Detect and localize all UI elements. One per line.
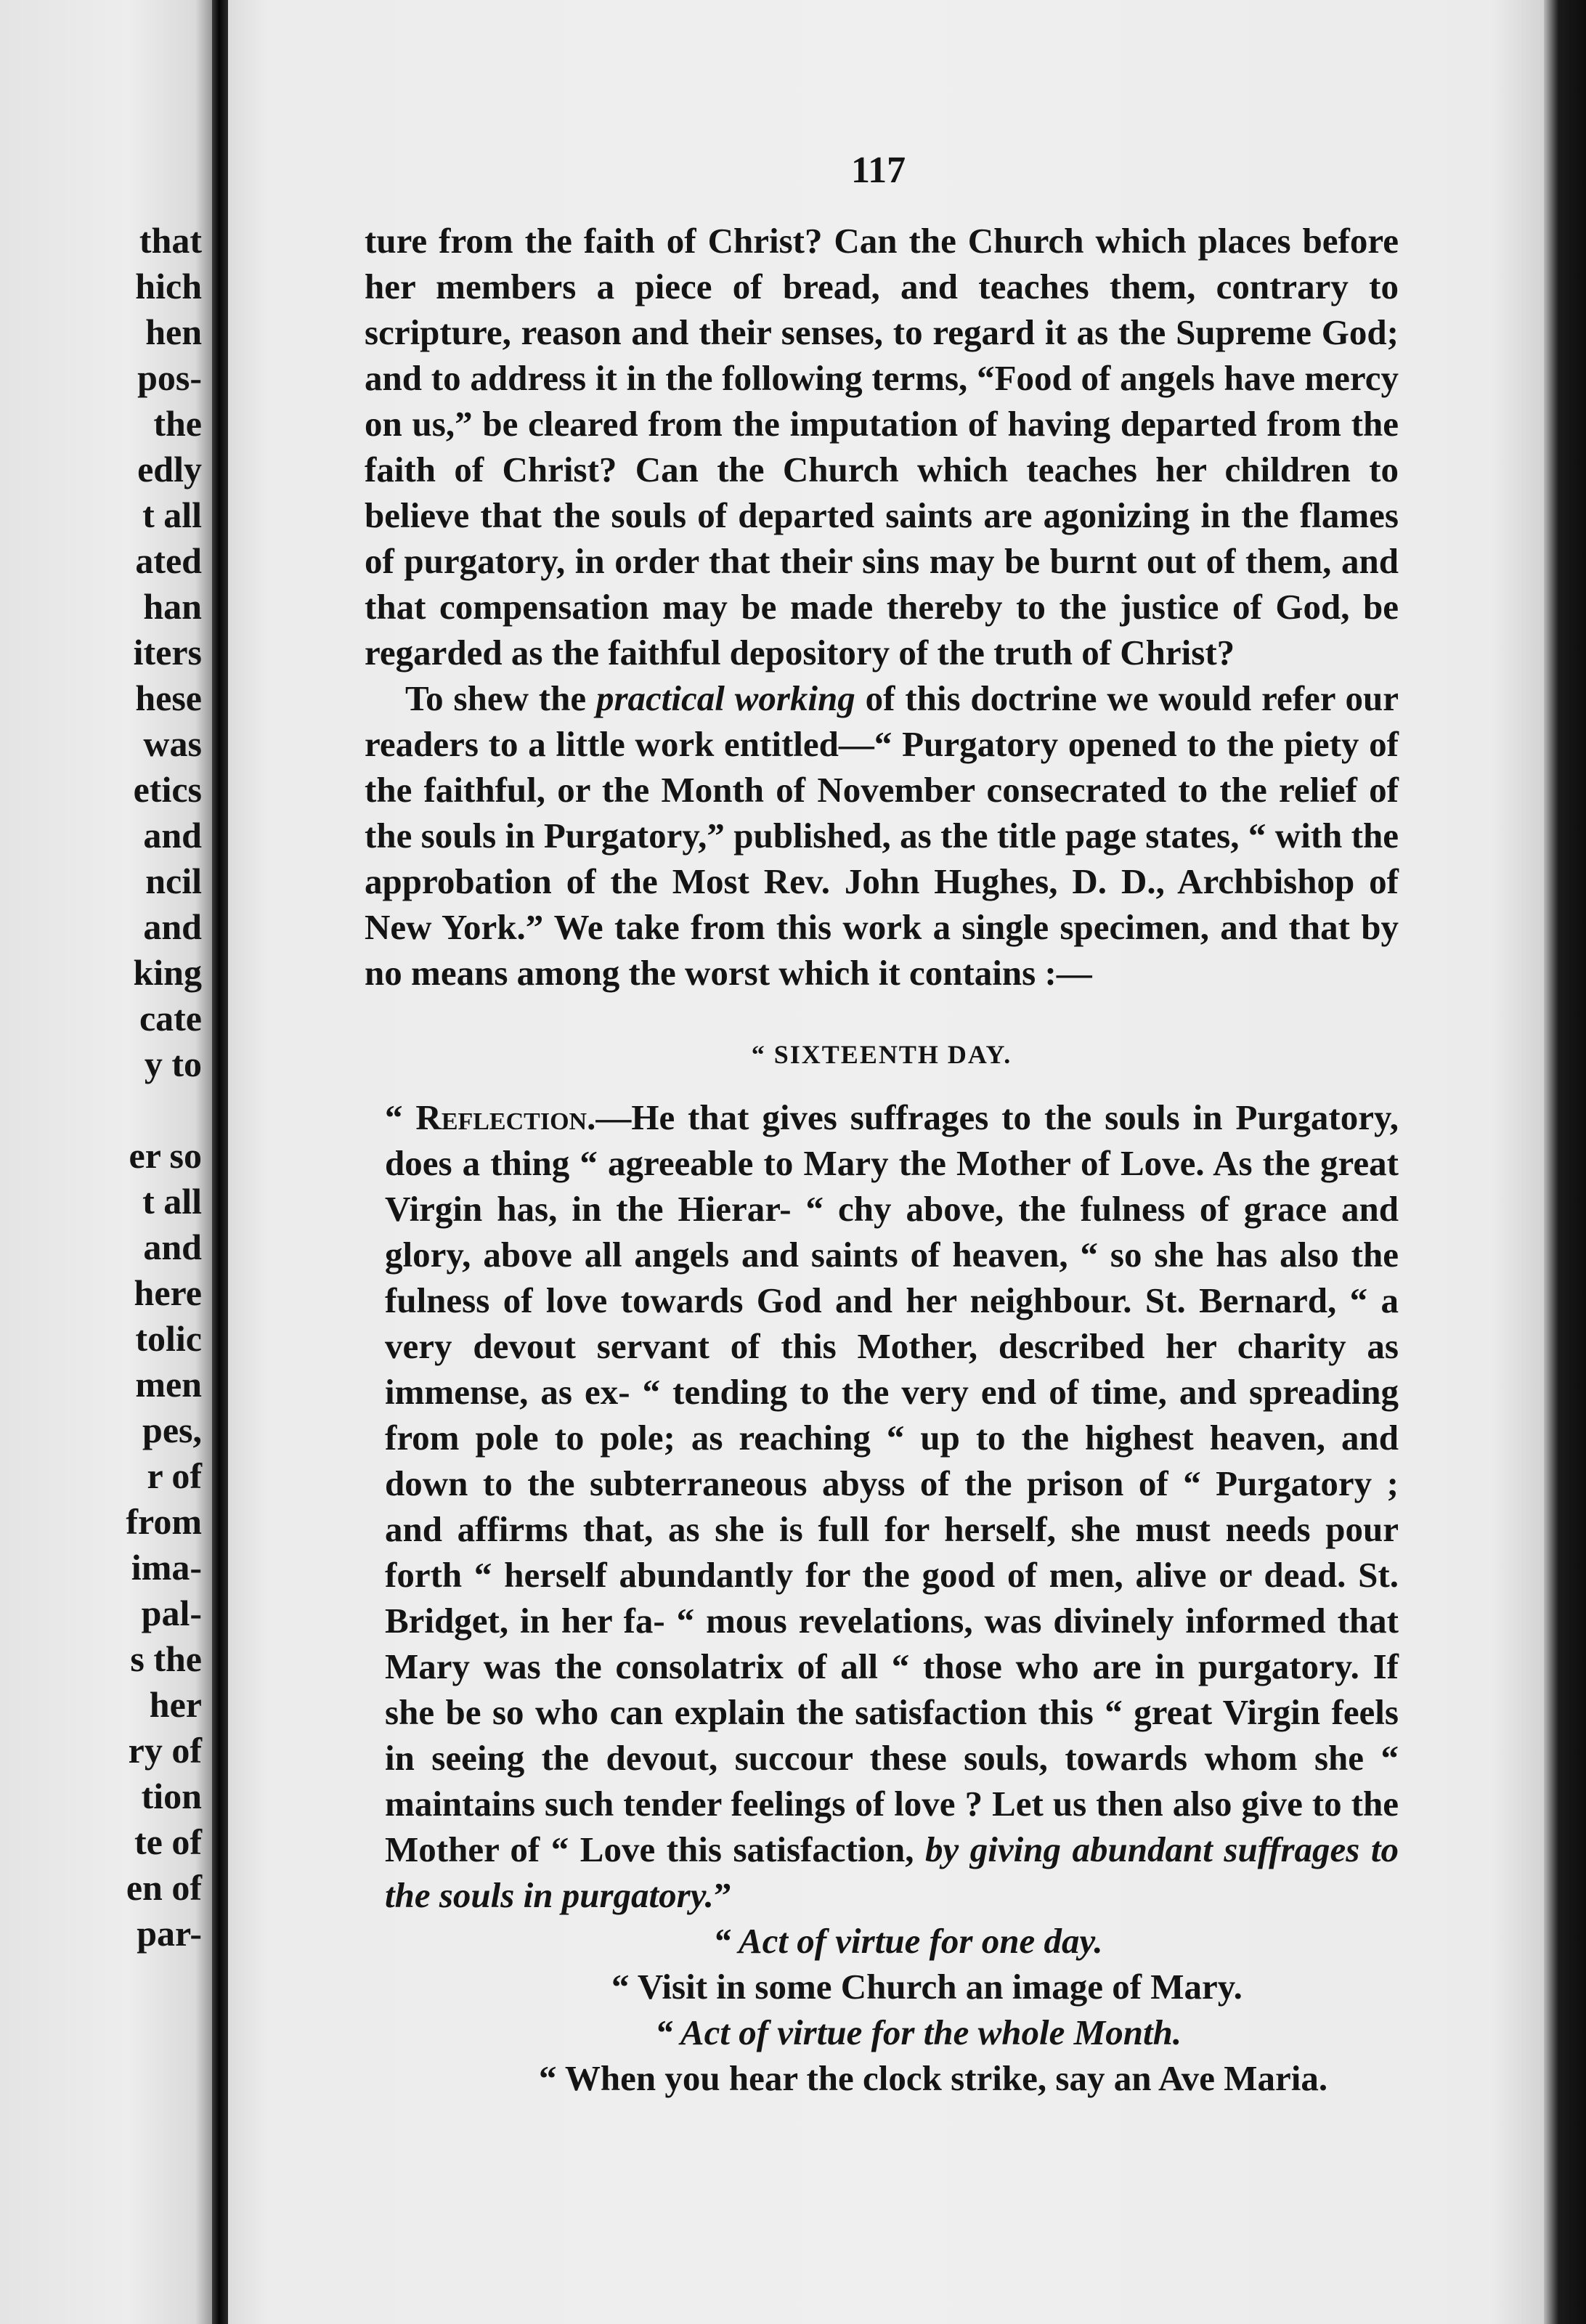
reflection-text: —He that gives suffrages to the souls in Purgatory, does a thing “ agreeable to Mary the Mother of Love. As the great Virgin has, in the Hierar- “ chy above, the fulness of grace and glory, above all angels and saints of heaven, “ so she has also the fulness of love towards God and her neighbour. St. Bernard, “ a very devout servant of this Mother, described her charity as immense, as ex- “ tending to the very end of time, and spreading from pole to pole; as reaching “ up to the highest heaven, and down to the subterraneous abyss of the prison of “ Purgatory ; and affirms that, as she is full for herself, she must needs pour forth “ herself abundantly for the good of men, alive or dead. St. Bridget, in her fa- “ mous revelations, was divinely informed that Mary was the consolatrix of all “ those who are in purgatory. If she be so who can explain the satisfaction this “ great Virgin feels in seeing the devout, succour these souls, towards whom she “ maintains such tender feelings of love ? Let us then also give to the Mother of “ Love this satisfaction,	[385, 1097, 1399, 1869]
fragment-line: and	[143, 1227, 202, 1267]
act-of-virtue-month: “ Act of virtue for the whole Month.	[655, 2012, 1182, 2052]
body-paragraph-1: ture from the faith of Christ? Can the Church which places before her members a piece of bread, and teaches them, contrary to scripture, reason and their senses, to regard it as the Supreme God; and to address it in the following terms, “Food of angels have mercy on us,” be cleared from the imputation of having departed from the faith of Christ? Can the Church which teaches her children to believe that the souls of departed saints are agonizing in the flames of purgatory, in order that their sins may be burnt out of them, and that compensation may be made thereby to the justice of God, be regarded as the faithful depository of the truth of Christ?	[365, 221, 1399, 673]
fragment-line: her	[149, 1684, 202, 1725]
left-facing-page	[0, 0, 212, 2324]
paragraph-2-start: To shew the	[405, 678, 596, 718]
fragment-line: ry of	[128, 1730, 202, 1771]
fragment-line: tolic	[135, 1318, 202, 1359]
fragment-line: pal-	[141, 1593, 202, 1633]
fragment-line: pes,	[142, 1410, 202, 1450]
fragment-line: king	[133, 952, 202, 993]
page-text	[365, 218, 1399, 2101]
fragment-line: t all	[142, 1181, 202, 1222]
act-of-virtue-day: “ Act of virtue for one day.	[713, 1921, 1103, 1961]
book-gutter	[212, 0, 228, 2324]
fragment-line: en of	[126, 1867, 202, 1908]
fragment-line: er so	[129, 1135, 202, 1176]
fragment-line: r of	[147, 1455, 202, 1496]
page-number: 117	[851, 150, 906, 191]
fragment-line: par-	[137, 1913, 202, 1954]
fragment-line: tion	[141, 1776, 202, 1816]
fragment-line: pos-	[137, 357, 202, 398]
excerpt-heading: “ SIXTEENTH DAY.	[751, 1040, 1012, 1069]
fragment-line: y to	[144, 1044, 202, 1084]
reflection-quote	[365, 1094, 1399, 1918]
fragment-line: from	[126, 1501, 202, 1542]
fragment-line: men	[135, 1364, 202, 1405]
fragment-line: hich	[135, 266, 202, 306]
fragment-line: and	[143, 906, 202, 947]
fragment-line: ated	[135, 540, 202, 581]
paragraph-2-italic: practical working	[595, 678, 855, 718]
fragment-line: cate	[139, 998, 202, 1039]
fragment-line: s the	[130, 1638, 202, 1679]
body-paragraph-2	[365, 675, 1399, 996]
reflection-italic: by giving abundant suffrages to the souls in purgatory.	[385, 1829, 1399, 1915]
fragment-line: the	[153, 403, 202, 444]
fragment-line: ima-	[131, 1547, 202, 1588]
fragment-line: hese	[135, 678, 202, 718]
fragment-line: was	[143, 723, 202, 764]
right-page-edge	[1544, 0, 1586, 2324]
fragment-line: t all	[142, 495, 202, 535]
clock-instruction: “ When you hear the clock strike, say an Ave Maria.	[539, 2058, 1328, 2098]
fragment-line: hen	[145, 312, 202, 352]
fragment-line: here	[134, 1272, 202, 1313]
reflection-label: “ Reflection.	[385, 1097, 596, 1137]
fragment-line: that	[139, 220, 202, 261]
visit-instruction: “ Visit in some Church an image of Mary.	[611, 1967, 1243, 2007]
fragment-line: etics	[133, 769, 202, 810]
fragment-line: edly	[137, 449, 202, 489]
fragment-line: iters	[133, 632, 202, 673]
fragment-line: te of	[134, 1821, 202, 1862]
fragment-line: ncil	[145, 861, 202, 901]
fragment-line: and	[143, 815, 202, 856]
left-page-text-fragments	[126, 218, 202, 1957]
reflection-close: ”	[713, 1875, 732, 1915]
fragment-line: han	[143, 586, 202, 627]
paragraph-2-end: of this doctrine we would refer our readers to a little work entitled—“ Purgatory opened to the piety of the faithful, or the Month of November consecrated to the relief of the souls in Purgatory,” published, as the title page states, “ with the approbation of the Most Rev. John Hughes, D. D., Archbishop of New York.” We take from this work a single specimen, and that by no means among the worst which it contains :—	[365, 678, 1399, 993]
